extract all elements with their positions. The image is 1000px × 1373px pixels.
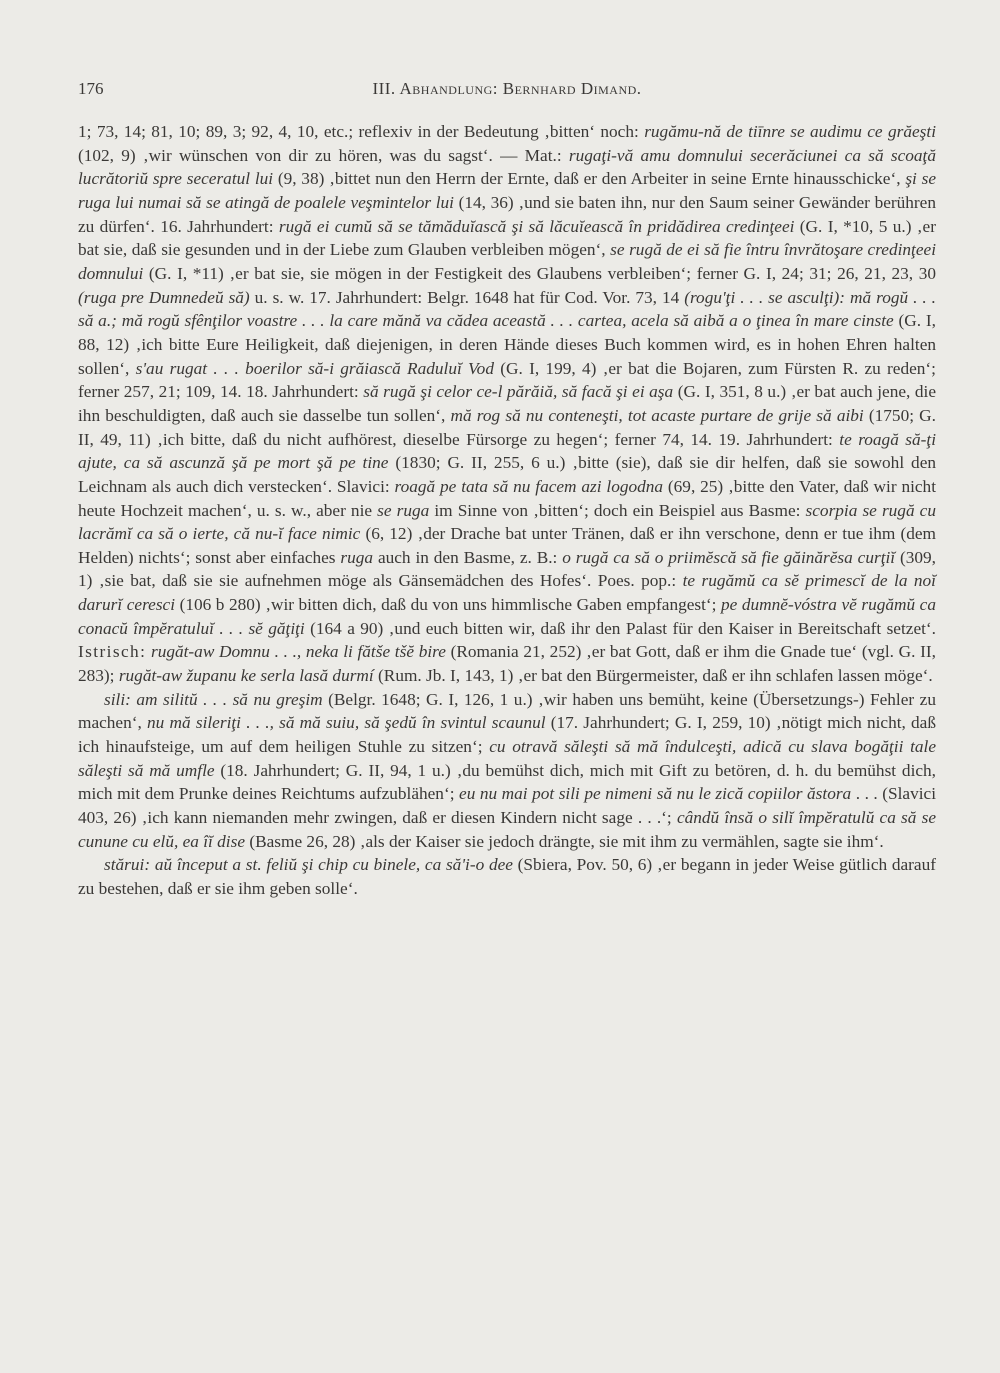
text-run: (Romania 21, 252) ‚er bat Gott, daß er ihm die Gnade tue‘ (vgl. G. II, 283); <box>78 642 936 686</box>
text-run: (106 b 280) ‚wir bitten dich, daß du von uns himmlische Gaben empfangest‘; <box>175 595 722 615</box>
text-run: (G. I, *11) ‚er bat sie, sie mögen in der Festigkeit des Glaubens verbleiben‘; ferner G. I, 24; 31; 26, 21, 23, 30 <box>143 263 936 283</box>
page-header <box>78 74 936 104</box>
text-run: (102, 9) ‚wir wünschen von dir zu hören, was du sagst‘. — Mat.: <box>78 145 569 165</box>
italic-quote: mă rog să nu conteneşti, tot acaste purtare de grije să aibi <box>450 405 864 425</box>
text-run: u. s. w. 17. Jahrhundert: Belgr. 1648 hat für Cod. Vor. 73, 14 <box>249 287 685 307</box>
italic-quote: pe dumnĕ-vóstra vĕ rugămŭ ca conacŭ împĕratuluĭ . . . sĕ găţiţi <box>78 595 936 638</box>
italic-quote: te rugămŭ ca sĕ primescĭ de la noĭ darurĭ ceresci <box>78 571 936 615</box>
text-run: (1750; G. II, 49, 11) ‚ich bitte, daß du nicht aufhörest, dieselbe Fürsorge zu hegen‘; ferner 74, 14. 19. Jahrhundert: <box>78 405 936 449</box>
text-run: . . . (Slavici 403, 26) ‚ich kann niemanden mehr zwingen, daß er diesen Kindern nicht sage . . .‘; <box>78 784 936 828</box>
italic-quote: roagă pe tata să nu facem azi logodna <box>394 476 664 496</box>
text-run: (G. I, 351, 8 u.) ‚er bat auch jene, die ihn beschuldigten, daß auch sie dasselbe tun sollen‘, <box>78 382 937 425</box>
text-run: 1; 73, 14; 81, 10; 89, 3; 92, 4, 10, etc.; reflexiv in der Bedeutung ‚bitten‘ noch: <box>78 122 645 141</box>
italic-quote: stărui: aŭ început a st. feliŭ şi chip cu binele, ca să'i-o dee <box>104 855 513 875</box>
italic-quote: cândŭ însă o silĭ împĕratulŭ ca să se cunune cu elŭ, ea îĭ dise <box>78 808 937 851</box>
italic-quote: eu nu mai pot sili pe nimeni să nu le zică copiilor ăstora <box>459 784 852 804</box>
paragraph-sili <box>78 688 936 854</box>
italic-quote: s'au rugat . . . boerilor să-i grăiască Raduluĭ Vod <box>135 358 494 378</box>
text-run: (18. Jahrhundert; G. II, 94, 1 u.) ‚du bemühst dich, mich mit Gift zu betören, d. h. du bemühst dich, mich mit dem Prunke deines Reichtums aufzublähen‘; <box>78 760 936 804</box>
spaced-term: Istrisch: <box>78 642 147 662</box>
text-run: (Belgr. 1648; G. I, 126, 1 u.) ‚wir haben uns bemüht, keine (Übersetzungs-) Fehler zu machen‘, <box>78 689 936 733</box>
text-run: (Sbiera, Pov. 50, 6) ‚er begann in jeder Weise gütlich darauf zu bestehen, daß er sie ihm geben solle‘. <box>78 855 936 898</box>
italic-quote: rugăt-aw županu ke serla lasă durmí <box>118 666 374 686</box>
paragraph-starui <box>78 853 936 900</box>
italic-quote: cu otravă săleşti să mă îndulceşti, adică cu slava bogăţii tale săleşti să mă umfle <box>78 737 937 780</box>
italic-quote: (ruga pre Dumnedeŭ să) <box>78 287 250 307</box>
italic-quote: rugămu-nă de tiīnre se audimu ce grăeşti <box>644 122 936 141</box>
italic-quote: rugaţi-vă amu domnului secerăciunei ca să scoaţă lucrătoriŭ spre seceratul lui <box>78 145 936 189</box>
italic-quote: sili: am silitŭ . . . să nu greşim <box>104 689 323 709</box>
italic-quote: scorpia se rugă cu lacrămĭ ca să o ierte, că nu-ĭ face nimic <box>78 500 936 544</box>
italic-quote: rugăt-aw Domnu . . ., neka li fătše tšĕ bire <box>150 642 446 662</box>
italic-quote: rugă ei cumŭ să se tămăduĭască şi să lăcuĭească în pridădirea credinţeei <box>278 216 795 236</box>
text-run: im Sinne von ‚bitten‘; doch ein Beispiel aus Basme: <box>429 500 806 520</box>
text-run: (69, 25) ‚bitte den Vater, daß wir nicht heute Hochzeit machen‘, u. s. w., aber nie <box>78 476 936 520</box>
italic-quote: ruga <box>340 547 374 567</box>
text-run: (Basme 26, 28) ‚als der Kaiser sie jedoch drängte, sie mit ihm zu vermählen, sagte sie ihm‘. <box>245 831 884 851</box>
italic-quote: şi se ruga lui numai să se atingă de poalele veşmintelor lui <box>78 169 936 212</box>
text-run: (164 a 90) ‚und euch bitten wir, daß ihr den Palast für den Kaiser in Bereitschaft setzet‘. <box>304 618 936 638</box>
text-run: (14, 36) ‚und sie baten ihn, nur den Saum seiner Gewänder berühren zu dürfen‘. 16. Jahrhundert: <box>78 192 936 236</box>
italic-quote: nu mă sileriţi . . ., să mă suiu, să şedŭ în svintul scaunul <box>147 713 546 733</box>
italic-quote: se rugă de ei să fie întru învrătoşare credinţeei domnului <box>78 240 936 283</box>
text-run: (G. I, 88, 12) ‚ich bitte Eure Heiligkeit, daß diejenigen, in deren Hände dieses Buch kommen wird, es in hohen Ehren halten sollen‘, <box>78 311 936 378</box>
text-run: (9, 38) ‚bittet nun den Herrn der Ernte, daß er den Arbeiter in seine Ernte hinausschicke‘, <box>273 169 906 189</box>
italic-quote: te roagă să-ţi ajute, ca să ascunză şă pe mort şă pe tine <box>78 429 936 473</box>
text-run: (17. Jahrhundert; G. I, 259, 10) ‚nötigt mich nicht, daß ich hinaufsteige, um auf dem heiligen Stuhle zu sitzen‘; <box>78 713 936 757</box>
italic-quote: (rogu'ţi . . . se asculţi): mă rogŭ . . . să a.; mă rogŭ sfênţilor voastre . . . la care mănă va cădea această . . . cartea, acela să aibă a o ţinea în mare cinste <box>78 287 936 331</box>
text-run: (Rum. Jb. I, 143, 1) ‚er bat den Bürgermeister, daß er ihn schlafen lassen möge‘. <box>373 666 933 686</box>
italic-quote: o rugă ca să o priimĕscă să fie găinărĕsa curţiĭ <box>562 547 896 567</box>
text-run: (309, 1) ‚sie bat, daß sie sie aufnehmen möge als Gänsemädchen des Hofes‘. Poes. pop.: <box>78 547 936 591</box>
paragraph-ruga <box>78 120 936 688</box>
text-run: (G. I, 199, 4) ‚er bat die Bojaren, zum Fürsten R. zu reden‘; ferner 257, 21; 109, 14. 18. Jahrhundert: <box>78 358 936 402</box>
body-text <box>78 120 936 901</box>
text-run: (6, 12) ‚der Drache bat unter Tränen, daß er ihn verschone, denn er tue ihm (dem Helden) nichts‘; sonst aber einfaches <box>78 524 937 567</box>
italic-quote: se ruga <box>377 500 430 520</box>
page-number: 176 <box>78 79 104 98</box>
text-run: auch in den Basme, z. B.: <box>373 547 563 567</box>
text-run: (1830; G. II, 255, 6 u.) ‚bitte (sie), daß sie dir helfen, daß sie sowohl den Leichnam als auch dich verstecken‘. Slavici: <box>78 453 937 496</box>
text-run: (G. I, *10, 5 u.) ‚er bat sie, daß sie gesunden und in der Liebe zum Glauben verbleiben mögen‘, <box>78 216 936 260</box>
running-title: III. Abhandlung: Bernhard Dimand. <box>372 79 642 98</box>
italic-quote: să rugă şi celor ce-l părăiă, să facă şi ei aşa <box>363 382 674 402</box>
